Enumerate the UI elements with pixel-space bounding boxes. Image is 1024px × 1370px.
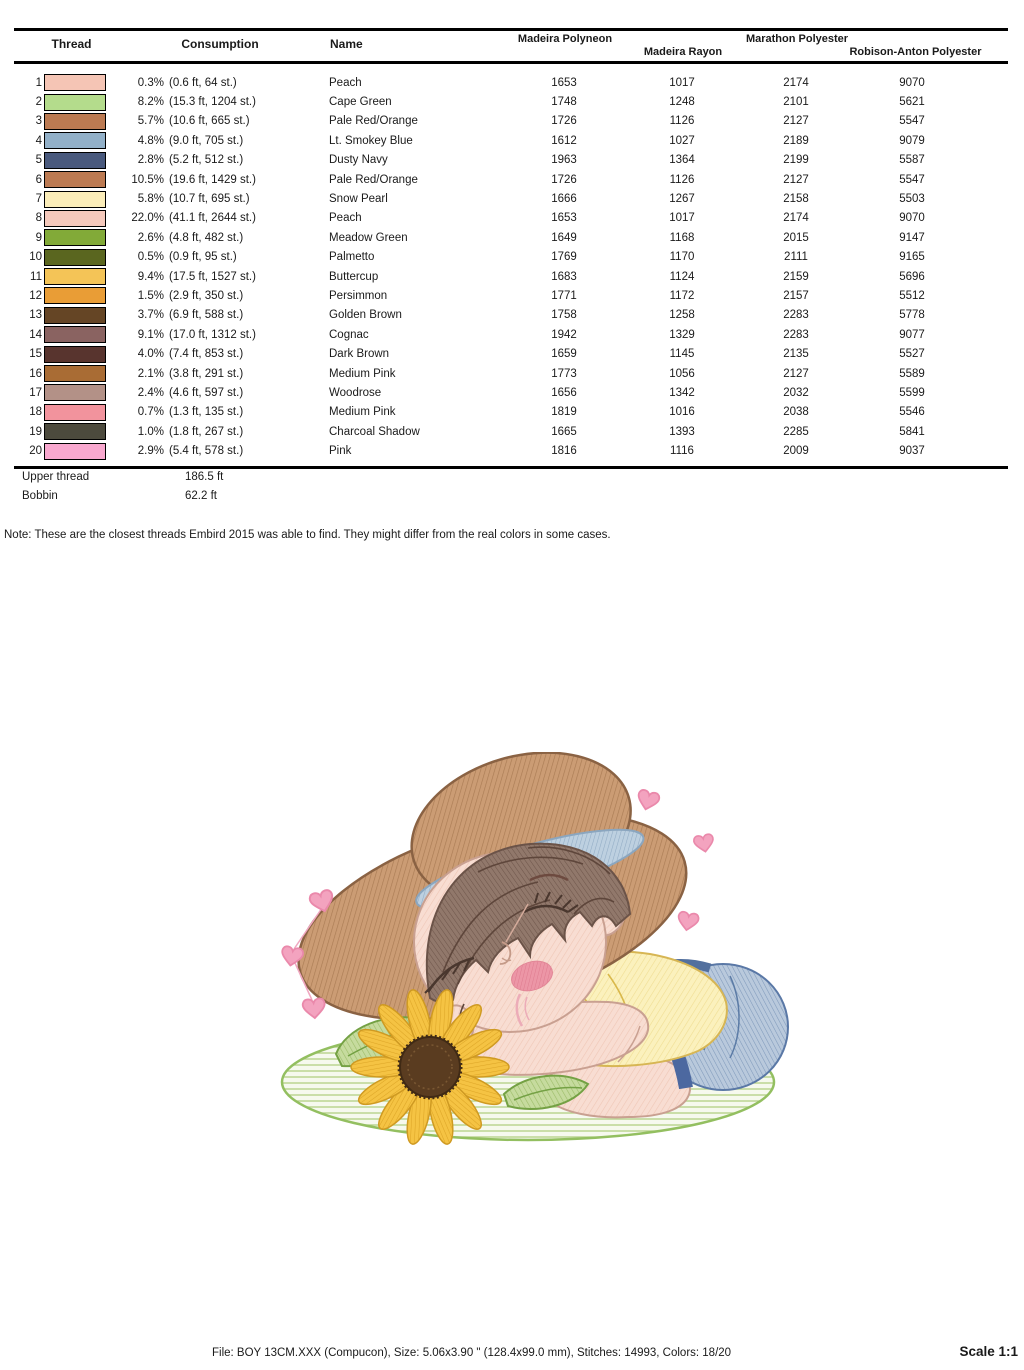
thread-code: 1942 — [551, 328, 577, 341]
thread-code: 9070 — [899, 212, 925, 225]
thread-code: 2127 — [783, 367, 809, 380]
consumption-pct: 5.7% — [137, 115, 164, 128]
color-swatch — [44, 365, 106, 382]
consumption-detail: (0.9 ft, 95 st.) — [169, 251, 237, 264]
thread-code: 2032 — [783, 386, 809, 399]
embroidery-preview — [278, 752, 793, 1162]
bobbin-label: Bobbin — [22, 490, 58, 502]
thread-code: 1653 — [551, 76, 577, 89]
color-swatch — [44, 287, 106, 304]
thread-name: Golden Brown — [329, 309, 402, 322]
thread-code: 1258 — [669, 309, 695, 322]
thread-code: 1027 — [669, 134, 695, 147]
thread-code: 5527 — [899, 348, 925, 361]
thread-code: 1364 — [669, 154, 695, 167]
consumption-detail: (4.8 ft, 482 st.) — [169, 231, 244, 244]
color-swatch — [44, 384, 106, 401]
row-number: 6 — [35, 173, 42, 186]
thread-code: 2038 — [783, 406, 809, 419]
row-number: 10 — [29, 251, 42, 264]
table-row — [14, 267, 1008, 286]
thread-code: 1748 — [551, 96, 577, 109]
thread-code: 2127 — [783, 173, 809, 186]
consumption-detail: (1.3 ft, 135 st.) — [169, 406, 244, 419]
table-row — [14, 228, 1008, 247]
table-row — [14, 112, 1008, 131]
color-swatch — [44, 74, 106, 91]
thread-code: 1168 — [669, 231, 695, 244]
table-row — [14, 344, 1008, 363]
table-row — [14, 364, 1008, 383]
row-number: 14 — [29, 328, 42, 341]
color-swatch — [44, 404, 106, 421]
thread-code: 2158 — [783, 193, 809, 206]
consumption-detail: (1.8 ft, 267 st.) — [169, 425, 244, 438]
color-swatch — [44, 268, 106, 285]
row-number: 12 — [29, 289, 42, 302]
thread-name: Pink — [329, 445, 352, 458]
thread-code: 1016 — [669, 406, 695, 419]
consumption-detail: (3.8 ft, 291 st.) — [169, 367, 244, 380]
thread-code: 1771 — [551, 289, 577, 302]
color-swatch — [44, 132, 106, 149]
heart-icon — [635, 789, 660, 812]
table-row — [14, 248, 1008, 267]
thread-code: 5547 — [899, 115, 925, 128]
thread-code: 5587 — [899, 154, 925, 167]
consumption-pct: 3.7% — [137, 309, 164, 322]
consumption-detail: (17.5 ft, 1527 st.) — [169, 270, 256, 283]
thread-name: Lt. Smokey Blue — [329, 134, 413, 147]
thread-code: 5778 — [899, 309, 925, 322]
row-number: 18 — [29, 406, 42, 419]
color-swatch — [44, 210, 106, 227]
consumption-pct: 2.6% — [137, 231, 164, 244]
thread-code: 5841 — [899, 425, 925, 438]
consumption-pct: 9.4% — [137, 270, 164, 283]
thread-code: 2127 — [783, 115, 809, 128]
thread-code: 1172 — [669, 289, 695, 302]
table-row — [14, 92, 1008, 111]
header-brand-madeira-rayon: Madeira Rayon — [643, 46, 723, 58]
thread-code: 1126 — [669, 173, 695, 186]
thread-code: 1612 — [551, 134, 577, 147]
thread-code: 1816 — [551, 445, 577, 458]
thread-code: 9079 — [899, 134, 925, 147]
table-row — [14, 383, 1008, 402]
row-number: 3 — [35, 115, 42, 128]
thread-name: Dusty Navy — [329, 154, 388, 167]
thread-name: Snow Pearl — [329, 193, 388, 206]
thread-code: 2189 — [783, 134, 809, 147]
upper-thread-value: 186.5 ft — [185, 471, 224, 483]
thread-name: Woodrose — [329, 386, 382, 399]
consumption-detail: (5.4 ft, 578 st.) — [169, 445, 244, 458]
thread-code: 9077 — [899, 328, 925, 341]
thread-code: 1665 — [551, 425, 577, 438]
heart-icon — [302, 998, 326, 1019]
consumption-detail: (15.3 ft, 1204 st.) — [169, 96, 256, 109]
consumption-pct: 5.8% — [137, 193, 164, 206]
row-number: 8 — [35, 212, 42, 225]
row-number: 11 — [30, 270, 42, 283]
table-row — [14, 151, 1008, 170]
table-row — [14, 170, 1008, 189]
thread-code: 2015 — [783, 231, 809, 244]
table-row — [14, 325, 1008, 344]
color-swatch — [44, 152, 106, 169]
thread-code: 2199 — [783, 154, 809, 167]
thread-code: 2135 — [783, 348, 809, 361]
header-brand-robison-anton: Robison-Anton Polyester — [849, 46, 982, 58]
color-swatch — [44, 191, 106, 208]
thread-name: Pale Red/Orange — [329, 115, 418, 128]
thread-code: 1329 — [669, 328, 695, 341]
thread-code: 9165 — [899, 251, 925, 264]
color-swatch — [44, 94, 106, 111]
consumption-detail: (6.9 ft, 588 st.) — [169, 309, 244, 322]
color-swatch — [44, 423, 106, 440]
thread-code: 1124 — [669, 270, 695, 283]
consumption-detail: (17.0 ft, 1312 st.) — [169, 328, 256, 341]
thread-table — [14, 28, 1008, 469]
color-swatch — [44, 249, 106, 266]
thread-code: 1017 — [669, 76, 695, 89]
consumption-pct: 8.2% — [137, 96, 164, 109]
thread-code: 2283 — [783, 328, 809, 341]
thread-name: Medium Pink — [329, 367, 396, 380]
thread-code: 2174 — [783, 76, 809, 89]
row-number: 15 — [29, 348, 42, 361]
upper-thread-label: Upper thread — [22, 471, 90, 483]
consumption-detail: (9.0 ft, 705 st.) — [169, 134, 244, 147]
thread-name: Charcoal Shadow — [329, 425, 420, 438]
table-row — [14, 189, 1008, 208]
color-swatch — [44, 326, 106, 343]
header-brand-madeira-polyneon: Madeira Polyneon — [517, 33, 613, 45]
row-number: 17 — [29, 386, 42, 399]
consumption-pct: 0.7% — [137, 406, 164, 419]
row-number: 4 — [35, 134, 42, 147]
thread-code: 2111 — [784, 251, 808, 264]
thread-name: Dark Brown — [329, 348, 390, 361]
thread-code: 1017 — [669, 212, 695, 225]
thread-code: 1267 — [669, 193, 695, 206]
thread-name: Pale Red/Orange — [329, 173, 418, 186]
row-number: 16 — [29, 367, 42, 380]
table-row — [14, 286, 1008, 305]
table-row — [14, 441, 1008, 460]
thread-code: 5696 — [899, 270, 925, 283]
thread-code: 1248 — [669, 96, 695, 109]
table-row — [14, 131, 1008, 150]
thread-code: 2101 — [783, 96, 809, 109]
heart-icon — [693, 833, 715, 853]
consumption-detail: (7.4 ft, 853 st.) — [169, 348, 244, 361]
consumption-pct: 4.8% — [137, 134, 164, 147]
thread-code: 9037 — [899, 445, 925, 458]
header-name: Name — [330, 37, 363, 51]
table-row — [14, 73, 1008, 92]
thread-code: 9070 — [899, 76, 925, 89]
table-row — [14, 422, 1008, 441]
header-consumption: Consumption — [181, 37, 259, 51]
consumption-pct: 1.0% — [137, 425, 164, 438]
thread-code: 2009 — [783, 445, 809, 458]
thread-code: 2283 — [783, 309, 809, 322]
consumption-pct: 0.3% — [137, 76, 164, 89]
thread-name: Buttercup — [329, 270, 379, 283]
thread-code: 1145 — [669, 348, 695, 361]
thread-code: 9147 — [899, 231, 925, 244]
thread-code: 1726 — [551, 173, 577, 186]
consumption-pct: 22.0% — [131, 212, 164, 225]
thread-code: 1126 — [669, 115, 695, 128]
consumption-pct: 2.8% — [137, 154, 164, 167]
color-swatch — [44, 443, 106, 460]
thread-name: Peach — [329, 212, 362, 225]
thread-code: 1659 — [551, 348, 577, 361]
row-number: 13 — [29, 309, 42, 322]
thread-code: 2159 — [783, 270, 809, 283]
thread-code: 1666 — [551, 193, 577, 206]
table-row — [14, 209, 1008, 228]
thread-name: Cognac — [329, 328, 369, 341]
consumption-pct: 4.0% — [137, 348, 164, 361]
consumption-pct: 10.5% — [131, 173, 164, 186]
row-number: 5 — [35, 154, 42, 167]
thread-rows — [14, 73, 1008, 461]
color-swatch — [44, 346, 106, 363]
consumption-pct: 2.9% — [137, 445, 164, 458]
thread-code: 1819 — [551, 406, 577, 419]
thread-code: 1726 — [551, 115, 577, 128]
sunflower-center — [400, 1037, 460, 1097]
row-number: 20 — [29, 445, 42, 458]
consumption-detail: (10.7 ft, 695 st.) — [169, 193, 250, 206]
thread-code: 1773 — [551, 367, 577, 380]
note-text: Note: These are the closest threads Embird 2015 was able to find. They might differ from the real colors in some cases. — [4, 529, 611, 541]
file-info: File: BOY 13CM.XXX (Compucon), Size: 5.06x3.90 " (128.4x99.0 mm), Stitches: 14993, Colors: 18/20 — [212, 1347, 732, 1359]
consumption-detail: (10.6 ft, 665 st.) — [169, 115, 250, 128]
thread-code: 5503 — [899, 193, 925, 206]
color-swatch — [44, 307, 106, 324]
consumption-detail: (41.1 ft, 2644 st.) — [169, 212, 256, 225]
consumption-detail: (5.2 ft, 512 st.) — [169, 154, 244, 167]
thread-code: 5589 — [899, 367, 925, 380]
consumption-pct: 2.4% — [137, 386, 164, 399]
thread-code: 2157 — [783, 289, 809, 302]
consumption-pct: 1.5% — [137, 289, 164, 302]
thread-code: 5546 — [899, 406, 925, 419]
thread-code: 2285 — [783, 425, 809, 438]
thread-code: 1653 — [551, 212, 577, 225]
row-number: 7 — [35, 193, 42, 206]
thread-code: 1683 — [551, 270, 577, 283]
heart-icon — [676, 911, 699, 932]
thread-code: 1170 — [669, 251, 695, 264]
thread-name: Persimmon — [329, 289, 388, 302]
bobbin-value: 62.2 ft — [185, 490, 217, 502]
row-number: 2 — [35, 96, 42, 109]
thread-code: 5621 — [899, 96, 925, 109]
table-row — [14, 403, 1008, 422]
thread-code: 1758 — [551, 309, 577, 322]
color-swatch — [44, 113, 106, 130]
thread-code: 1393 — [669, 425, 695, 438]
consumption-pct: 2.1% — [137, 367, 164, 380]
consumption-pct: 0.5% — [137, 251, 164, 264]
header-brand-marathon-polyester: Marathon Polyester — [745, 33, 849, 45]
thread-code: 1656 — [551, 386, 577, 399]
bottom-rule — [14, 466, 1008, 469]
thread-code: 1769 — [551, 251, 577, 264]
thread-name: Meadow Green — [329, 231, 408, 244]
header-rule — [14, 61, 1008, 64]
thread-name: Palmetto — [329, 251, 375, 264]
color-swatch — [44, 229, 106, 246]
thread-code: 1116 — [670, 445, 694, 458]
row-number: 19 — [29, 425, 42, 438]
thread-name: Cape Green — [329, 96, 392, 109]
thread-code: 1056 — [669, 367, 695, 380]
thread-code: 2174 — [783, 212, 809, 225]
thread-code: 5547 — [899, 173, 925, 186]
thread-code: 5599 — [899, 386, 925, 399]
row-number: 9 — [35, 231, 42, 244]
table-row — [14, 306, 1008, 325]
thread-code: 1963 — [551, 154, 577, 167]
thread-name: Peach — [329, 76, 362, 89]
consumption-detail: (2.9 ft, 350 st.) — [169, 289, 244, 302]
consumption-pct: 9.1% — [137, 328, 164, 341]
consumption-detail: (19.6 ft, 1429 st.) — [169, 173, 256, 186]
scale-label: Scale 1:1 — [959, 1344, 1018, 1359]
thread-name: Medium Pink — [329, 406, 396, 419]
color-swatch — [44, 171, 106, 188]
thread-code: 1342 — [669, 386, 695, 399]
row-number: 1 — [35, 76, 42, 89]
consumption-detail: (4.6 ft, 597 st.) — [169, 386, 244, 399]
thread-code: 5512 — [899, 289, 925, 302]
thread-code: 1649 — [551, 231, 577, 244]
header-thread: Thread — [51, 37, 92, 51]
table-header — [14, 31, 1008, 61]
consumption-detail: (0.6 ft, 64 st.) — [169, 76, 237, 89]
